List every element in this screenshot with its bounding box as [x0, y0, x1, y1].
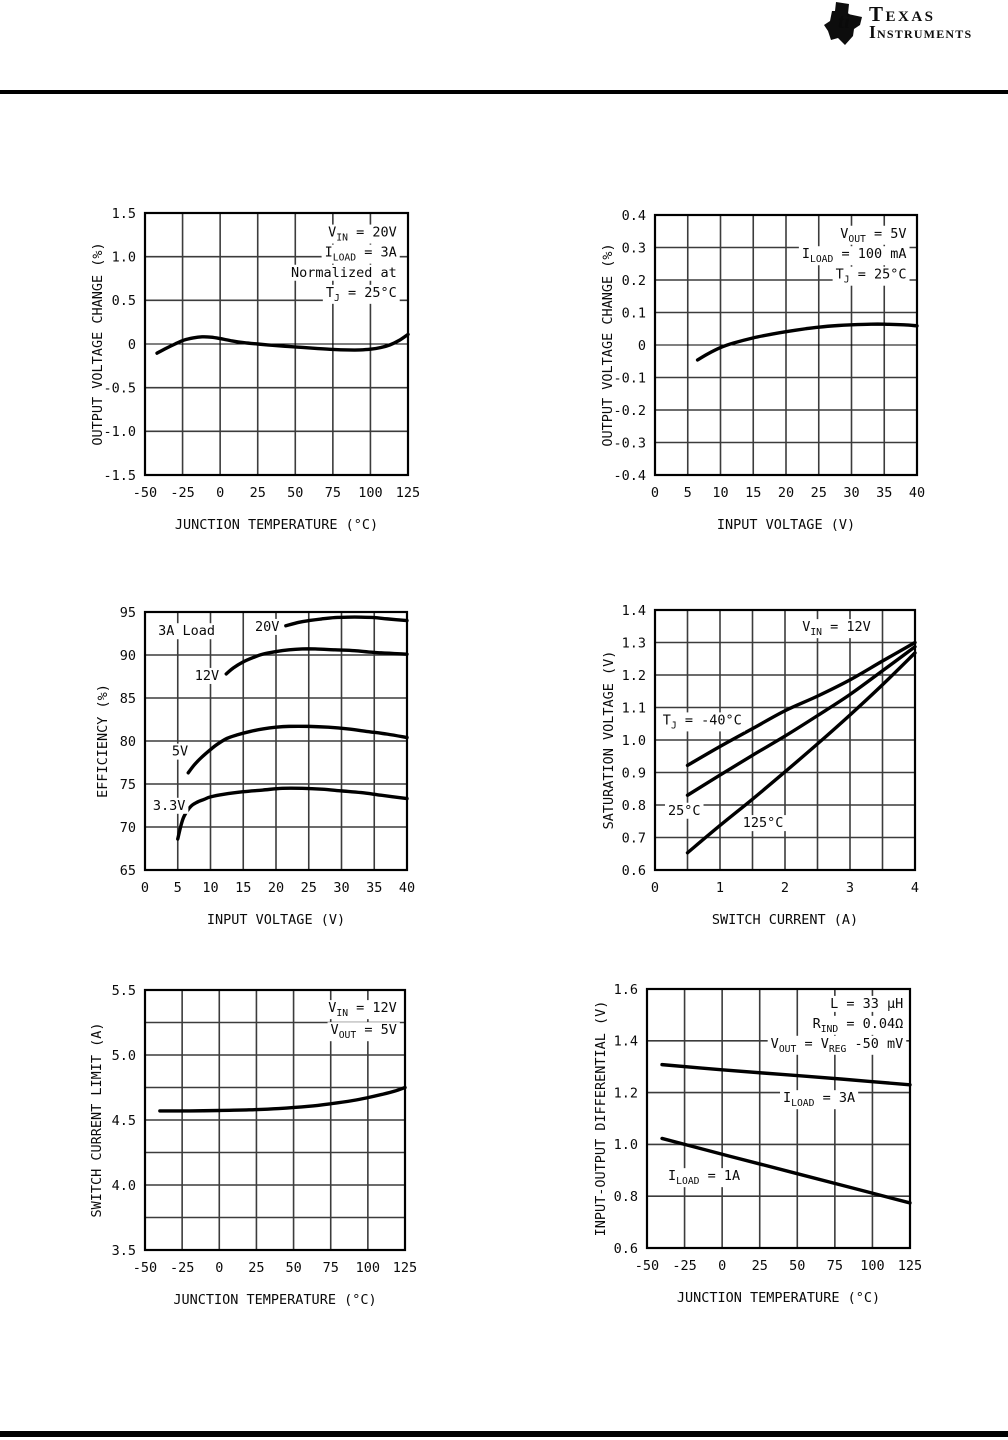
- x-tick-label: 100: [860, 1258, 885, 1274]
- chart-canvas: [40, 185, 470, 545]
- y-tick-label: 4.0: [111, 1177, 136, 1194]
- y-tick-label: 1.1: [621, 700, 646, 717]
- y-tick-label: -1.5: [103, 467, 136, 484]
- plot-annotation: $V_{OUT} = 5V$: [330, 1022, 397, 1042]
- y-tick-label: 0: [637, 337, 646, 354]
- x-tick-label: 40: [398, 880, 416, 896]
- y-tick-label: 1.3: [621, 635, 646, 652]
- x-tick-label: 100: [355, 1260, 381, 1276]
- plot-annotation: $V_{IN} = 12V$: [328, 1000, 397, 1020]
- ti-logo-text: [869, 2, 973, 42]
- x-tick-label: 5: [173, 880, 182, 896]
- x-tick-label: -25: [169, 1260, 195, 1276]
- x-axis-title: INPUT VOLTAGE (V): [206, 912, 346, 928]
- y-tick-label: -0.3: [613, 435, 646, 452]
- y-axis-title: SATURATION VOLTAGE (V): [601, 650, 617, 830]
- chart-output-voltage-change-vs-input-voltage: [560, 185, 990, 545]
- plot-annotation: $I_{LOAD} = 100$ mA: [801, 246, 907, 266]
- x-tick-label: 50: [789, 1258, 806, 1274]
- y-tick-label: 1.6: [613, 981, 638, 998]
- y-axis-title: OUTPUT VOLTAGE CHANGE (%): [90, 242, 106, 446]
- x-tick-label: 25: [249, 485, 266, 501]
- y-axis-title: EFFICIENCY (%): [95, 684, 111, 798]
- y-tick-label: 1.4: [621, 602, 646, 619]
- y-tick-label: 0.8: [613, 1189, 638, 1205]
- x-tick-label: 75: [324, 485, 341, 501]
- y-tick-label: 0.3: [621, 240, 646, 257]
- chart-switch-current-limit-vs-junction-temperature: [40, 955, 470, 1315]
- x-axis-title: JUNCTION TEMPERATURE (°C): [173, 1292, 377, 1308]
- plot-annotation: $V_{OUT} = V_{REG}$ -50 mV: [770, 1035, 904, 1055]
- x-tick-label: 20: [777, 485, 795, 501]
- x-tick-label: 100: [358, 485, 383, 501]
- plot-annotation: 3.3V: [152, 797, 186, 814]
- y-axis-title: SWITCH CURRENT LIMIT (A): [89, 1022, 105, 1218]
- y-tick-label: 1.0: [613, 1137, 638, 1154]
- x-tick-label: 35: [876, 485, 893, 501]
- x-tick-label: 0: [718, 1258, 727, 1274]
- chart-canvas: [40, 575, 470, 935]
- x-tick-label: 1: [715, 880, 725, 896]
- x-tick-label: 25: [810, 485, 827, 501]
- y-tick-label: 0.4: [621, 207, 646, 224]
- plot-annotation: 12V: [194, 667, 220, 684]
- x-tick-label: 20: [267, 880, 285, 896]
- y-tick-label: 3.5: [111, 1242, 136, 1259]
- x-tick-label: -25: [170, 485, 195, 501]
- chart-saturation-voltage-vs-switch-current: [560, 575, 990, 935]
- x-tick-label: 0: [650, 880, 660, 896]
- x-tick-label: 3: [845, 880, 855, 896]
- x-tick-label: 30: [333, 880, 350, 896]
- y-tick-label: 0.9: [621, 765, 646, 782]
- y-tick-label: 5.0: [111, 1047, 136, 1064]
- x-tick-label: 10: [712, 485, 729, 501]
- y-tick-label: 65: [119, 862, 136, 879]
- plot-annotation: 125°C: [742, 815, 784, 832]
- x-tick-label: 75: [322, 1260, 339, 1276]
- plot-annotation: 3A Load: [158, 623, 216, 640]
- y-tick-label: 1.2: [613, 1085, 638, 1102]
- chart-canvas: [560, 185, 990, 545]
- plot-annotation: 25°C: [668, 802, 701, 819]
- y-tick-label: 70: [119, 819, 136, 836]
- plot-annotation: $R_{IND} = 0.04\Omega$: [812, 1015, 904, 1035]
- footer-rule: [0, 1431, 1008, 1437]
- y-tick-label: -0.1: [613, 370, 646, 387]
- x-tick-label: 25: [751, 1258, 768, 1274]
- y-tick-label: 75: [119, 776, 136, 793]
- x-tick-label: 125: [897, 1258, 923, 1274]
- x-tick-label: 0: [215, 1260, 224, 1276]
- y-tick-label: 80: [119, 733, 136, 750]
- chart-canvas: [40, 955, 470, 1315]
- x-tick-label: 75: [826, 1258, 843, 1274]
- x-tick-label: 50: [287, 485, 304, 501]
- y-tick-label: 0: [127, 336, 136, 353]
- x-tick-label: 10: [202, 880, 219, 896]
- ti-logo-line2: Instruments: [869, 22, 973, 42]
- x-tick-label: -25: [672, 1258, 697, 1274]
- y-tick-label: 1.4: [613, 1033, 638, 1050]
- x-axis-title: JUNCTION TEMPERATURE (°C): [676, 1290, 881, 1306]
- x-tick-label: 125: [395, 485, 421, 501]
- plot-annotation: $I_{LOAD} = 3A$: [324, 244, 397, 264]
- chart-output-voltage-change-vs-junction-temperature: [40, 185, 470, 545]
- plot-annotation: L = 33 µH: [830, 995, 904, 1012]
- y-tick-label: 0.7: [621, 830, 646, 847]
- x-tick-label: 30: [843, 485, 860, 501]
- y-tick-label: 1.0: [111, 249, 136, 266]
- y-tick-label: 0.5: [111, 293, 136, 310]
- y-tick-label: 85: [119, 690, 136, 707]
- chart-input-output-differential-vs-junction-temperature: [560, 955, 990, 1315]
- y-tick-label: 1.5: [111, 205, 136, 222]
- plot-annotation: $T_J = -40^\circ C$: [662, 712, 742, 732]
- plot-annotation: $V_{OUT} = 5V$: [840, 225, 907, 245]
- y-tick-label: 95: [119, 604, 136, 621]
- plot-annotation: Normalized at: [291, 264, 397, 281]
- ti-logo-line1: Texas: [869, 2, 936, 26]
- y-tick-label: -1.0: [103, 424, 136, 441]
- x-axis-title: INPUT VOLTAGE (V): [716, 517, 856, 533]
- plot-annotation: $I_{LOAD} = 1A$: [668, 1168, 741, 1188]
- x-axis-title: SWITCH CURRENT (A): [711, 912, 859, 928]
- x-tick-label: 35: [366, 880, 383, 896]
- x-tick-label: 0: [650, 485, 660, 501]
- y-axis-title: INPUT-OUTPUT DIFFERENTIAL (V): [593, 1000, 609, 1237]
- x-tick-label: -50: [132, 1260, 158, 1276]
- y-tick-label: 1.0: [621, 732, 646, 749]
- y-tick-label: 90: [119, 647, 136, 664]
- ti-logo: [824, 2, 972, 46]
- x-tick-label: 125: [392, 1260, 418, 1276]
- y-tick-label: 0.2: [621, 272, 646, 289]
- header-rule: [0, 90, 1008, 94]
- y-tick-label: -0.5: [103, 380, 136, 397]
- y-tick-label: 0.6: [613, 1240, 638, 1257]
- plot-annotation: $I_{LOAD} = 3A$: [783, 1090, 856, 1110]
- y-tick-label: 5.5: [111, 982, 136, 999]
- chart-canvas: [560, 575, 990, 935]
- x-tick-label: -50: [634, 1258, 660, 1274]
- y-tick-label: 0.1: [621, 305, 646, 322]
- y-tick-label: 0.8: [621, 797, 646, 814]
- chart-efficiency-vs-input-voltage: [40, 575, 470, 935]
- plot-annotation: 20V: [255, 618, 280, 635]
- plot-annotation: $V_{IN} = 20V$: [328, 224, 397, 244]
- y-tick-label: 4.5: [111, 1112, 136, 1129]
- plot-annotation: 5V: [171, 743, 189, 760]
- x-tick-label: 25: [248, 1260, 265, 1276]
- y-axis-title: OUTPUT VOLTAGE CHANGE (%): [600, 243, 616, 447]
- y-tick-label: 1.2: [621, 667, 646, 684]
- x-tick-label: 50: [285, 1260, 302, 1276]
- texas-outline-icon: [824, 2, 864, 46]
- x-tick-label: 2: [780, 880, 790, 896]
- x-axis-title: JUNCTION TEMPERATURE (°C): [174, 517, 379, 533]
- x-tick-label: 0: [140, 880, 150, 896]
- y-tick-label: 0.6: [621, 862, 646, 879]
- x-tick-label: 40: [908, 485, 926, 501]
- x-tick-label: 15: [235, 880, 252, 896]
- chart-canvas: [560, 955, 990, 1315]
- x-tick-label: 4: [910, 880, 920, 896]
- plot-annotation: $V_{IN} = 12V$: [802, 619, 871, 639]
- x-tick-label: 0: [216, 485, 225, 501]
- x-tick-label: 25: [300, 880, 317, 896]
- x-tick-label: -50: [132, 485, 158, 501]
- svg-text:ti: ti: [838, 9, 850, 33]
- plot-annotation: $T_J = 25^\circ C$: [835, 266, 907, 286]
- x-tick-label: 15: [745, 485, 762, 501]
- plot-annotation: $T_J = 25^\circ C$: [325, 284, 397, 304]
- x-tick-label: 5: [683, 485, 692, 501]
- y-tick-label: -0.4: [613, 467, 646, 484]
- y-tick-label: -0.2: [613, 402, 646, 419]
